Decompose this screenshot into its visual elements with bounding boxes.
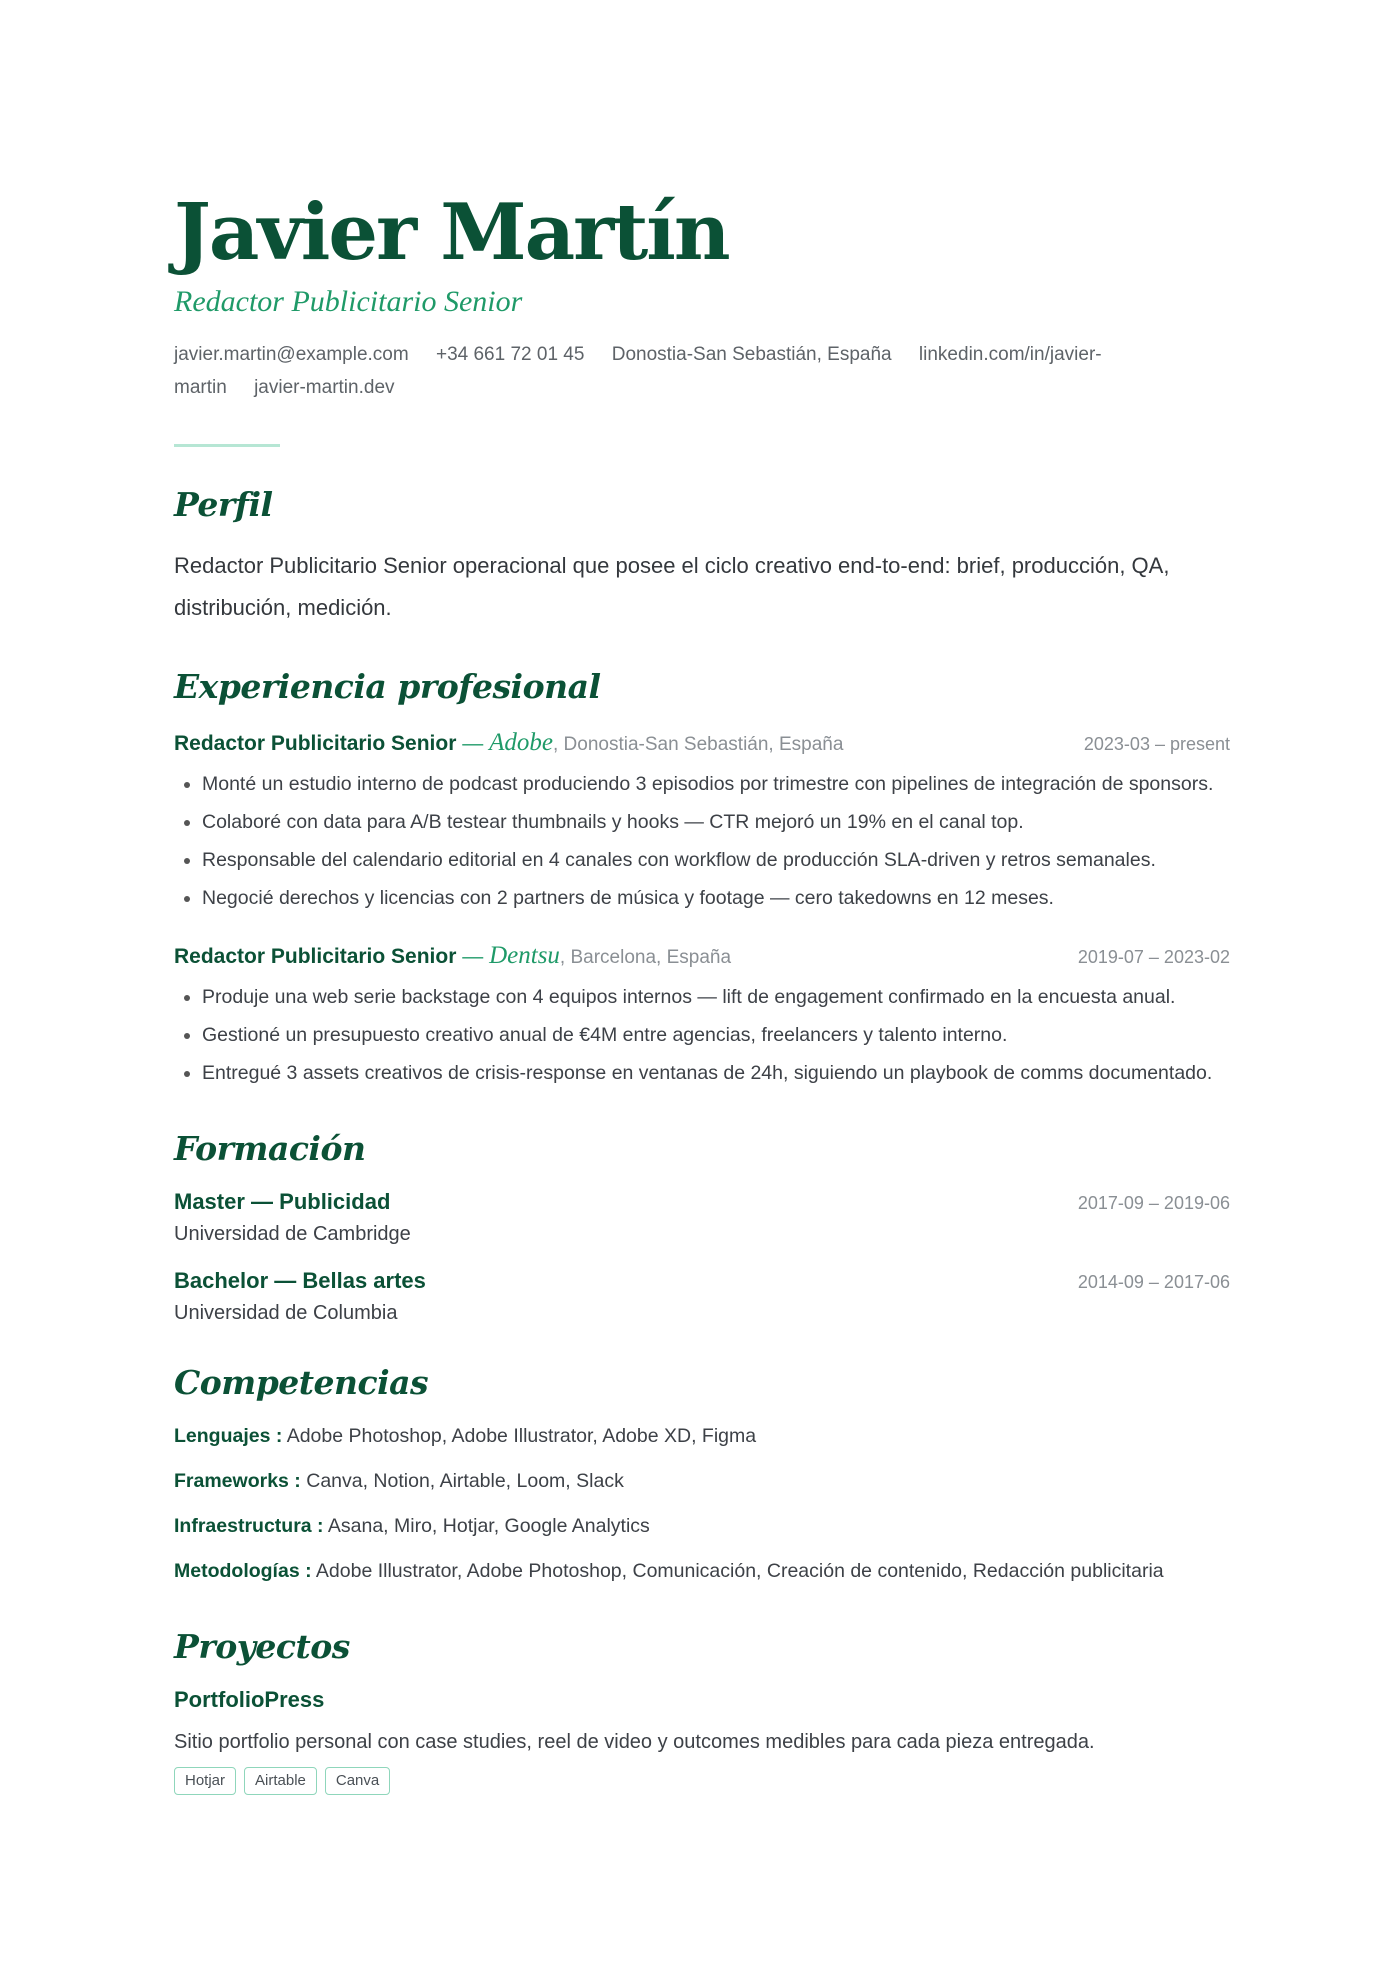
job-separator: —	[462, 945, 490, 968]
job-bullet: • Monté un estudio interno de podcast produciendo 3 episodios por trimestre con pipelines de integración de sponsors.	[202, 767, 1230, 802]
job-bullet: • Gestioné un presupuesto creativo anual de €4M entre agencias, freelancers y talento interno.	[202, 1018, 1230, 1053]
candidate-name: Javier Martín	[174, 187, 729, 278]
job-dates: 2019-07 – 2023-02	[1077, 947, 1230, 967]
skill-label: Metodologías :	[174, 1560, 312, 1582]
project-tag: Canva	[325, 1767, 390, 1795]
contact-website[interactable]: javier-martin.dev	[254, 377, 395, 398]
education-degree: Bachelor — Bellas artes	[174, 1268, 426, 1293]
contact-linkedin[interactable]: linkedin.com/in/javier-martin	[174, 344, 1102, 398]
contact-email[interactable]: javier.martin@example.com	[174, 344, 409, 365]
candidate-headline: Redactor Publicitario Senior	[174, 285, 523, 318]
section-title-skills: Competencias	[174, 1363, 429, 1402]
job-entry	[174, 942, 1230, 1091]
section-title-experience: Experiencia profesional	[174, 667, 601, 706]
education-entry	[174, 1268, 1230, 1325]
project-tag: Airtable	[244, 1767, 317, 1795]
section-title-projects: Proyectos	[174, 1627, 350, 1666]
skill-row	[174, 1554, 1230, 1589]
section-title-education: Formación	[174, 1129, 366, 1168]
education-dates: 2014-09 – 2017-06	[1077, 1272, 1230, 1292]
skill-value: Asana, Miro, Hotjar, Google Analytics	[327, 1515, 650, 1537]
education-school: Universidad de Columbia	[174, 1302, 398, 1324]
job-bullet: • Negocié derechos y licencias con 2 partners de música y footage — cero takedowns en 12 meses.	[202, 881, 1230, 916]
skill-row	[174, 1509, 1230, 1544]
skill-value: Adobe Photoshop, Adobe Illustrator, Adobe XD, Figma	[286, 1425, 757, 1447]
skill-value: Canva, Notion, Airtable, Loom, Slack	[306, 1470, 624, 1492]
education-degree: Master — Publicidad	[174, 1189, 391, 1214]
job-title-line	[174, 942, 731, 970]
job-location: , Barcelona, España	[559, 947, 732, 968]
profile-summary: Redactor Publicitario Senior operacional que posee el ciclo creativo end-to-end: brief, producción, QA, distribución, medición.	[174, 553, 1170, 620]
job-role: Redactor Publicitario Senior	[174, 732, 457, 755]
job-bullet: • Colaboré con data para A/B testear thumbnails y hooks — CTR mejoró un 19% en el canal top.	[202, 805, 1230, 840]
job-entry	[174, 729, 1230, 916]
resume-content	[174, 188, 1230, 1795]
job-company: Dentsu	[489, 942, 560, 969]
skill-label: Lenguajes :	[174, 1425, 283, 1447]
job-bullet: • Entregué 3 assets creativos de crisis-response en ventanas de 24h, siguiendo un playbook de comms documentado.	[202, 1056, 1230, 1091]
job-role: Redactor Publicitario Senior	[174, 945, 457, 968]
job-header	[174, 942, 1230, 970]
header-divider	[174, 444, 280, 447]
project-tags	[174, 1767, 1230, 1795]
section-title-profile: Perfil	[174, 485, 273, 524]
project-description: Sitio portfolio personal con case studies, reel de video y outcomes medibles para cada pieza entregada.	[174, 1731, 1095, 1753]
contact-list	[174, 338, 1174, 404]
job-bullet: • Produje una web serie backstage con 4 equipos internos — lift de engagement confirmado en la encuesta anual.	[202, 980, 1230, 1015]
project-entry	[174, 1687, 1230, 1795]
skill-value: Adobe Illustrator, Adobe Photoshop, Comunicación, Creación de contenido, Redacción publicitaria	[315, 1560, 1164, 1582]
contact-location: Donostia-San Sebastián, España	[611, 344, 892, 365]
job-title-line	[174, 729, 843, 757]
skill-row	[174, 1419, 1230, 1454]
project-tag: Hotjar	[174, 1767, 236, 1795]
education-header	[174, 1268, 1230, 1294]
job-dates: 2023-03 – present	[1083, 734, 1230, 754]
contact-phone[interactable]: +34 661 72 01 45	[435, 344, 585, 365]
job-bullets	[174, 980, 1230, 1091]
job-bullets	[174, 767, 1230, 916]
job-bullet: • Responsable del calendario editorial en 4 canales con workflow de producción SLA-driven y retros semanales.	[202, 843, 1230, 878]
job-location: , Donostia-San Sebastián, España	[552, 734, 844, 755]
skill-label: Frameworks :	[174, 1470, 301, 1492]
job-company: Adobe	[489, 729, 553, 756]
education-entry	[174, 1189, 1230, 1246]
job-header	[174, 729, 1230, 757]
job-separator: —	[462, 732, 490, 755]
skills-list	[174, 1419, 1230, 1589]
education-header	[174, 1189, 1230, 1215]
education-dates: 2017-09 – 2019-06	[1077, 1193, 1230, 1213]
skill-label: Infraestructura :	[174, 1515, 324, 1537]
skill-row	[174, 1464, 1230, 1499]
education-school: Universidad de Cambridge	[174, 1223, 411, 1245]
project-name: PortfolioPress	[174, 1687, 325, 1712]
